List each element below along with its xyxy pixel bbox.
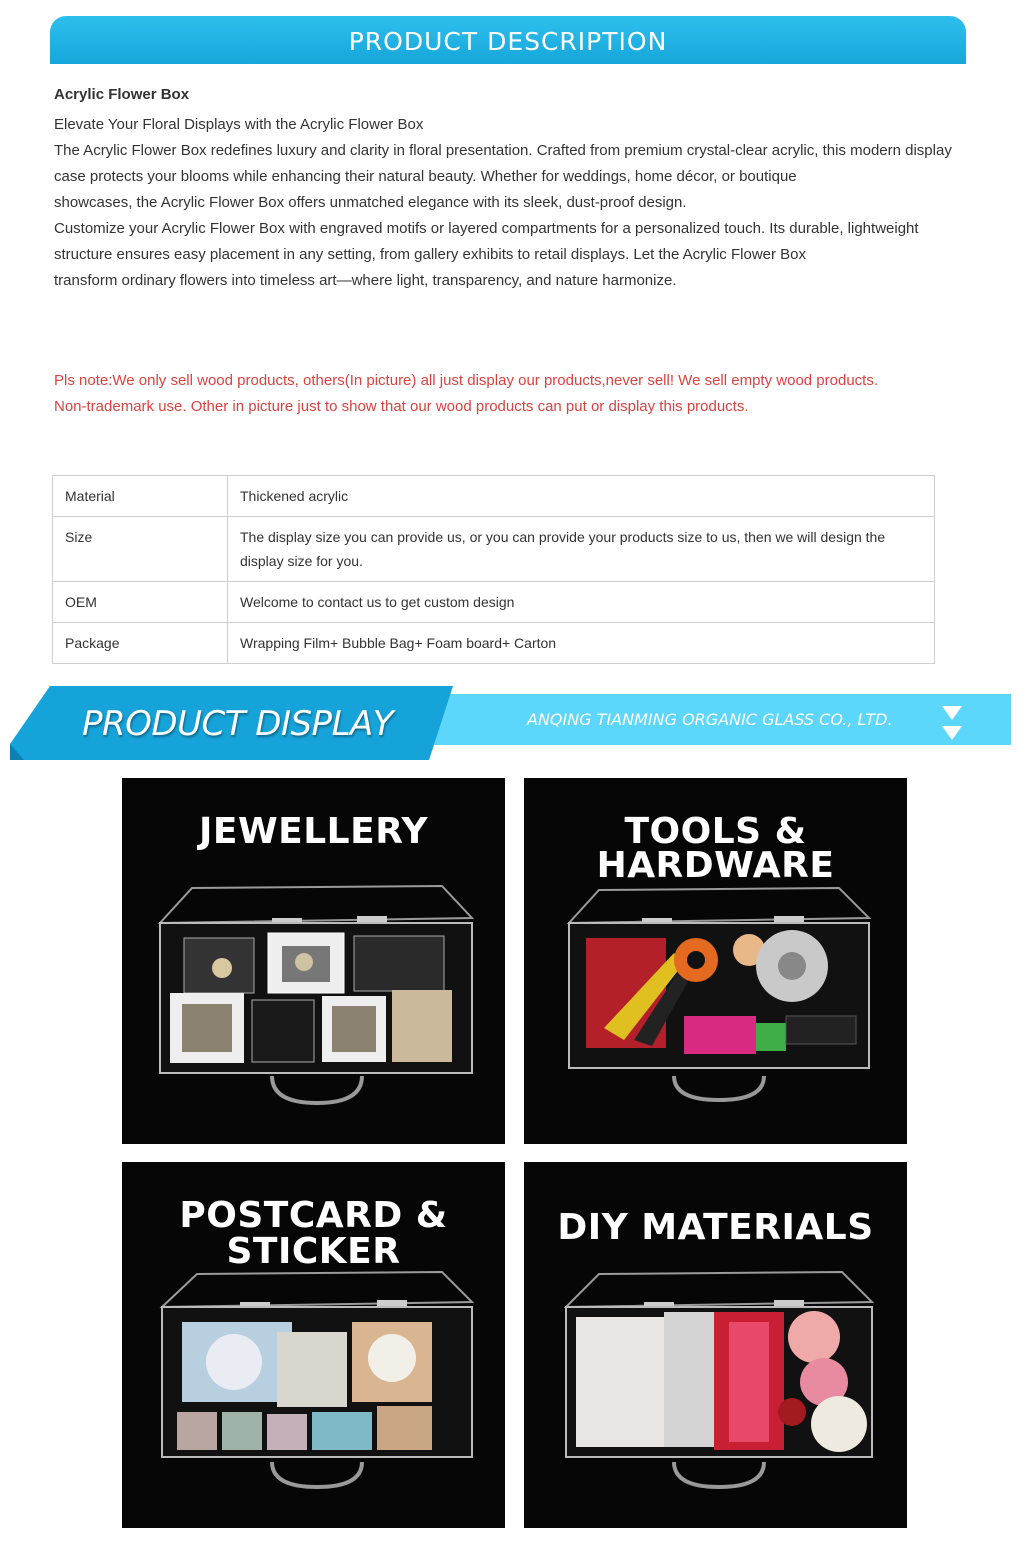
notice-text — [54, 368, 964, 420]
notice-line: Pls note:We only sell wood products, others(In picture) all just display our products,never sell! We sell empty wood products. — [54, 372, 878, 389]
description-paragraph: transform ordinary flowers into timeless art—where light, transparency, and nature harmonize. — [54, 272, 677, 289]
description-paragraph: The Acrylic Flower Box redefines luxury and clarity in floral presentation. Crafted from premium crystal-clear acrylic, this modern display case protects your blooms while enhancing their natural beauty. Whether for weddings, home décor, or boutique — [54, 142, 952, 185]
double-chevron-down-icon — [940, 704, 964, 744]
table-row — [53, 476, 935, 517]
spec-value: The display size you can provide us, or you can provide your products size to us, then we will design the display size for you. — [228, 517, 935, 582]
table-row — [53, 582, 935, 623]
spec-key: OEM — [53, 582, 228, 623]
table-row — [53, 623, 935, 664]
notice-line: Non-trademark use. Other in picture just to show that our wood products can put or display this products. — [54, 398, 749, 415]
description-paragraph: Elevate Your Floral Displays with the Acrylic Flower Box — [54, 116, 424, 133]
company-name: ANQING TIANMING ORGANIC GLASS CO., LTD. — [527, 710, 893, 729]
section-title: PRODUCT DISPLAY — [82, 704, 394, 744]
spec-key: Material — [53, 476, 228, 517]
spec-value: Welcome to contact us to get custom design — [228, 582, 935, 623]
product-tile-jewellery[interactable] — [122, 778, 505, 1144]
product-display-banner — [0, 686, 1021, 762]
spec-key: Size — [53, 517, 228, 582]
tile-label: STICKER — [226, 1231, 401, 1272]
product-name: Acrylic Flower Box — [54, 86, 190, 103]
product-tile-postcard-sticker[interactable] — [122, 1162, 505, 1528]
table-row — [53, 517, 935, 582]
description-text — [54, 82, 964, 294]
spec-table — [52, 475, 935, 664]
spec-value: Wrapping Film+ Bubble Bag+ Foam board+ Carton — [228, 623, 935, 664]
description-paragraph: showcases, the Acrylic Flower Box offers unmatched elegance with its sleek, dust-proof design. — [54, 194, 687, 211]
tile-label: HARDWARE — [596, 845, 835, 886]
spec-value: Thickened acrylic — [228, 476, 935, 517]
product-tile-diy-materials[interactable] — [524, 1162, 907, 1528]
description-header: PRODUCT DESCRIPTION — [50, 16, 966, 64]
tile-label: TOOLS & — [624, 811, 807, 852]
tile-label: POSTCARD & — [179, 1195, 448, 1236]
product-tile-tools-hardware[interactable] — [524, 778, 907, 1144]
tile-label: DIY MATERIALS — [557, 1207, 874, 1248]
description-paragraph: Customize your Acrylic Flower Box with engraved motifs or layered compartments for a personalized touch. Its durable, lightweight structure ensures easy placement in any setting, from gallery exhibits to retail displays. Let the Acrylic Flower Box — [54, 220, 919, 263]
spec-key: Package — [53, 623, 228, 664]
tile-label: JEWELLERY — [198, 811, 429, 852]
